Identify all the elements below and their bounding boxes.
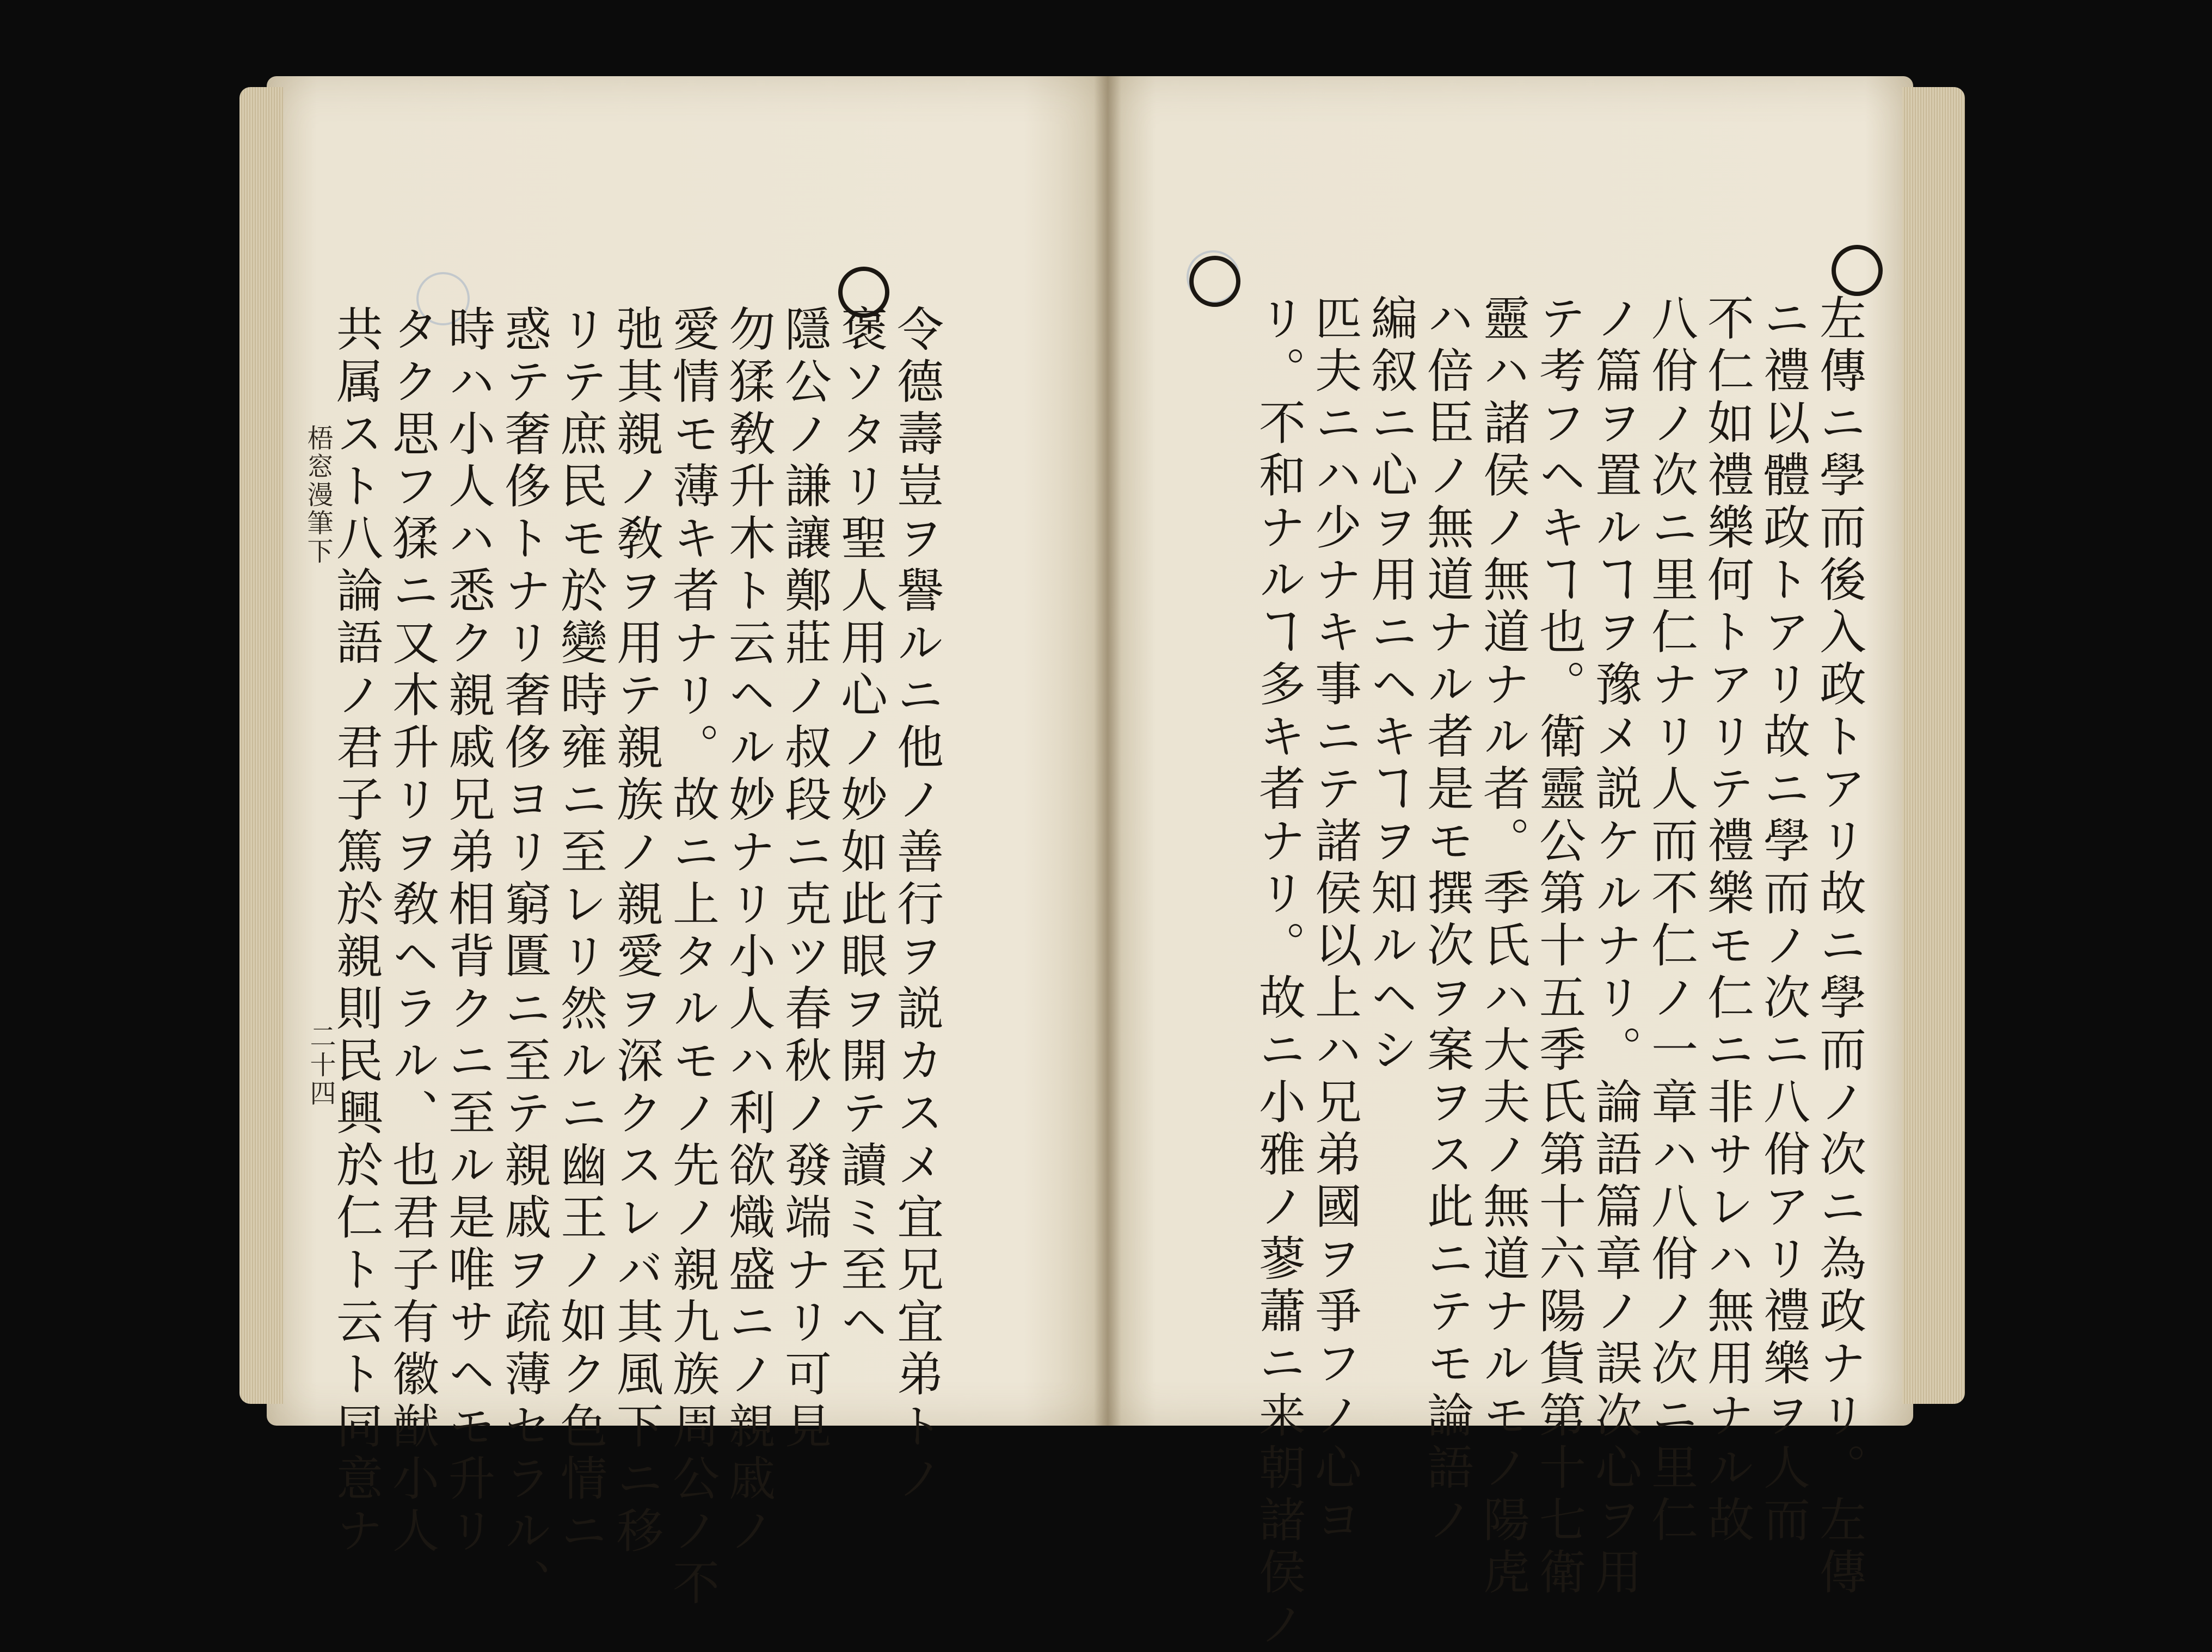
running-title: 梧窓漫筆下 — [303, 424, 333, 566]
right-column-1: 左傳ニ學而後入政トアリ故ニ學而ノ次ニ為政ナリ。左傳 — [1811, 294, 1866, 1600]
left-column-2: 褒ソタリ聖人用心ノ妙如此眼ヲ開テ讀ミ至ヘ — [833, 305, 887, 1349]
right-page-edge — [1902, 87, 1965, 1404]
left-column-8: 惑テ奢侈トナリ奢侈ヨリ窮匱ニ至テ親戚ヲ疏薄セラル、 — [496, 305, 551, 1611]
right-column-3: 不仁如禮樂何トアリテ禮樂モ仁ニ非サレハ無用ナル故 — [1699, 294, 1754, 1548]
right-column-8: ハ倍臣ノ無道ナル者是モ撰次ヲ案ヲス此ニテモ論語ノ — [1419, 294, 1473, 1548]
circle-marker-right — [1189, 256, 1240, 307]
right-column-10: 匹夫ニハ少ナキ事ニテ諸侯以上ハ兄弟國ヲ爭フノ心ヨ — [1307, 294, 1361, 1548]
left-column-1: 令德壽豈ヲ譽ルニ他ノ善行ヲ説カスメ宜兄宜弟トノ — [889, 305, 943, 1506]
book-gutter — [1094, 76, 1121, 1426]
right-column-9: 編叙ニ心ヲ用ニヘキヿヲ知ルヘシ — [1363, 294, 1417, 1077]
left-column-10: タク思フ猱ニ又木升リヲ敎ヘラル、也君子有徽猷小人 — [384, 305, 439, 1558]
left-page-edge — [239, 87, 283, 1404]
right-column-11: リ。不和ナルヿ多キ者ナリ。故ニ小雅ノ蓼蕭ニ来朝諸侯ノ — [1251, 294, 1305, 1652]
right-column-4: 八佾ノ次ニ里仁ナリ人而不仁ノ一章ハ八佾ノ次ニ里仁 — [1643, 294, 1698, 1548]
left-page — [267, 76, 1108, 1611]
left-column-5: 愛情モ薄キ者ナリ。故ニ上タルモノ先ノ親九族周公ノ不 — [665, 305, 719, 1611]
left-column-3: 隱公ノ謙讓鄭莊ノ叔段ニ克ツ春秋ノ發端ナリ可見 — [777, 305, 831, 1454]
left-column-4: 勿猱敎升木ト云ヘル妙ナリ小人ハ利欲熾盛ニノ親戚ノ — [721, 305, 775, 1558]
right-column-7: 靈ハ諸侯ノ無道ナル者。季氏ハ大夫ノ無道ナルモノ陽虎 — [1475, 294, 1529, 1600]
left-column-6: 弛其親ノ敎ヲ用テ親族ノ親愛ヲ深クスレバ其風下ニ移 — [609, 305, 663, 1558]
circle-marker-right-top — [1832, 245, 1883, 296]
right-column-6: テ考フヘキヿ也。衛靈公第十五季氏第十六陽貨第十七衛 — [1531, 294, 1586, 1600]
right-column-2: ニ禮以體政トアリ故ニ學而ノ次ニ八佾アリ禮樂ヲ人而 — [1755, 294, 1810, 1548]
folio-number: 二十四 — [305, 1023, 336, 1108]
open-book — [256, 76, 1981, 1652]
left-column-9: 時ハ小人ハ悉ク親戚兄弟相背クニ至ル是唯サヘモ升リ — [440, 305, 495, 1558]
left-column-11: 共属スト八論語ノ君子篤於親則民興於仁ト云ト同意ナ — [328, 305, 383, 1558]
left-column-7: リテ庶民モ於變時雍ニ至レリ然ルニ幽王ノ如ク色情ニ — [552, 305, 607, 1558]
right-page — [1108, 76, 1913, 1652]
right-column-5: ノ篇ヲ置ルヿヲ豫メ説ケルナリ。論語篇章ノ誤次心ヲ用 — [1587, 294, 1642, 1600]
